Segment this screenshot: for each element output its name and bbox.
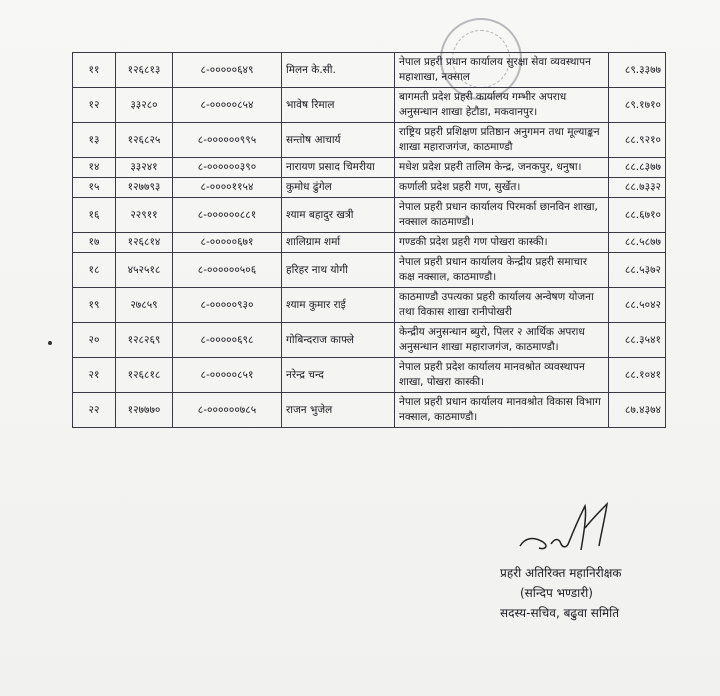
name-cell: श्याम बहादुर खत्री [282,198,395,233]
name-cell: भावेष रिमाल [282,88,395,123]
id-number-cell: १२७७९३ [116,178,173,198]
office-cell: केन्द्रीय अनुसन्धान ब्युरो, पिलर २ आर्थिक अपराध अनुसन्धान शाखा महाराजगंज, काठमाण्डौ। [395,323,609,358]
table-row [73,358,666,393]
id-number-cell: २२९११ [116,198,173,233]
table-row [73,198,666,233]
serial-number-cell: २० [73,323,116,358]
promotion-table [72,52,666,428]
office-cell: नेपाल प्रहरी प्रदेश कार्यालय मानवश्रोत व्यवस्थापन शाखा, पोखरा कास्की। [395,358,609,393]
signature [515,498,625,558]
code-cell: ८-०००००६९८ [173,323,282,358]
name-cell: गोबिन्दराज काफ्ले [282,323,395,358]
table-row [73,393,666,428]
table-row [73,158,666,178]
code-cell: ८-००००००७८५ [173,393,282,428]
score-cell: ८८.८३७७ [609,158,666,178]
signature-block [500,563,622,623]
name-cell: सन्तोष आचार्य [282,123,395,158]
score-cell: ८८.१०४१ [609,358,666,393]
name-cell: नरेन्द्र चन्द [282,358,395,393]
name-cell: नारायण प्रसाद चिमरीया [282,158,395,178]
serial-number-cell: ११ [73,53,116,88]
score-cell: ८८.५३७२ [609,253,666,288]
code-cell: ८-००००००८८१ [173,198,282,233]
code-cell: ८-००००००९९५ [173,123,282,158]
serial-number-cell: १९ [73,288,116,323]
score-cell: ८८.७३३२ [609,178,666,198]
name-cell: कुमोध ढुंगेल [282,178,395,198]
id-number-cell: १२६८१८ [116,358,173,393]
name-cell: श्याम कुमार राई [282,288,395,323]
code-cell: ८-००००००३९० [173,158,282,178]
office-cell: काठमाण्डौ उपत्यका प्रहरी कार्यालय अन्वेषण योजना तथा विकास शाखा रानीपोखरी [395,288,609,323]
name-cell: मिलन के.सी. [282,53,395,88]
score-cell: ८८.५०४२ [609,288,666,323]
id-number-cell: १२६८२५ [116,123,173,158]
table-row [73,53,666,88]
table-row [73,233,666,253]
serial-number-cell: २२ [73,393,116,428]
table-row [73,178,666,198]
signatory-role: सदस्य-सचिव, बढुवा समिति [500,606,620,620]
code-cell: ८-०००००९३० [173,288,282,323]
office-cell: मधेश प्रदेश प्रहरी तालिम केन्द्र, जनकपुर, धनुषा। [395,158,609,178]
serial-number-cell: १७ [73,233,116,253]
serial-number-cell: १२ [73,88,116,123]
id-number-cell: २७८५९ [116,288,173,323]
code-cell: ८-००००११५४ [173,178,282,198]
table-row [73,288,666,323]
code-cell: ८-००००००५०६ [173,253,282,288]
id-number-cell: १२६८१४ [116,233,173,253]
serial-number-cell: १३ [73,123,116,158]
name-cell: हरिहर नाथ योगी [282,253,395,288]
score-cell: ८८.९२१० [609,123,666,158]
office-cell: नेपाल प्रहरी प्रधान कार्यालय मानवश्रोत विकास विभाग नक्साल, काठमाण्डौ। [395,393,609,428]
code-cell: ८-०००००८५१ [173,358,282,393]
serial-number-cell: २१ [73,358,116,393]
signatory-title: प्रहरी अतिरिक्त महानिरीक्षक [500,566,622,580]
table-row [73,123,666,158]
serial-number-cell: १५ [73,178,116,198]
score-cell: ८७.४३७४ [609,393,666,428]
table-row [73,88,666,123]
score-cell: ८८.६७१० [609,198,666,233]
score-cell: ८९.१७१० [609,88,666,123]
id-number-cell: ३३२४१ [116,158,173,178]
serial-number-cell: १४ [73,158,116,178]
id-number-cell: १२६८१३ [116,53,173,88]
table-row [73,253,666,288]
score-cell: ८८.३५४१ [609,323,666,358]
id-number-cell: ३३२८० [116,88,173,123]
office-cell: गण्डकी प्रदेश प्रहरी गण पोखरा कास्की। [395,233,609,253]
serial-number-cell: १८ [73,253,116,288]
table-row [73,323,666,358]
office-cell: नेपाल प्रहरी प्रधान कार्यालय पिरमर्का छानविन शाखा, नक्साल काठमाण्डौ। [395,198,609,233]
code-cell: ८-०००००६४९ [173,53,282,88]
signatory-name: (सन्दिप भण्डारी) [520,586,593,600]
id-number-cell: १२७७७० [116,393,173,428]
id-number-cell: १२८२६९ [116,323,173,358]
score-cell: ८८.५८७७ [609,233,666,253]
serial-number-cell: १६ [73,198,116,233]
office-cell: नेपाल प्रहरी प्रधान कार्यालय केन्द्रीय प्रहरी समाचार कक्ष नक्साल, काठमाण्डौ। [395,253,609,288]
office-cell: राष्ट्रिय प्रहरी प्रशिक्षण प्रतिष्ठान अनुगमन तथा मूल्याङ्कन शाखा महाराजगंज, काठमाण्डौ [395,123,609,158]
name-cell: शालिग्राम शर्मा [282,233,395,253]
code-cell: ८-०००००६७१ [173,233,282,253]
office-cell: बागमती प्रदेश प्रहरी कार्यालय गम्भीर अपराध अनुसन्धान शाखा हेटौडा, मकवानपुर। [395,88,609,123]
office-cell: नेपाल प्रहरी प्रधान कार्यालय सुरक्षा सेवा व्यवस्थापन महाशाखा, नक्साल [395,53,609,88]
code-cell: ८-०००००८५४ [173,88,282,123]
id-number-cell: ४५२५१८ [116,253,173,288]
score-cell: ८९.३३७७ [609,53,666,88]
margin-mark [48,341,52,345]
office-cell: कर्णाली प्रदेश प्रहरी गण, सुर्खेत। [395,178,609,198]
name-cell: राजन भुजेल [282,393,395,428]
